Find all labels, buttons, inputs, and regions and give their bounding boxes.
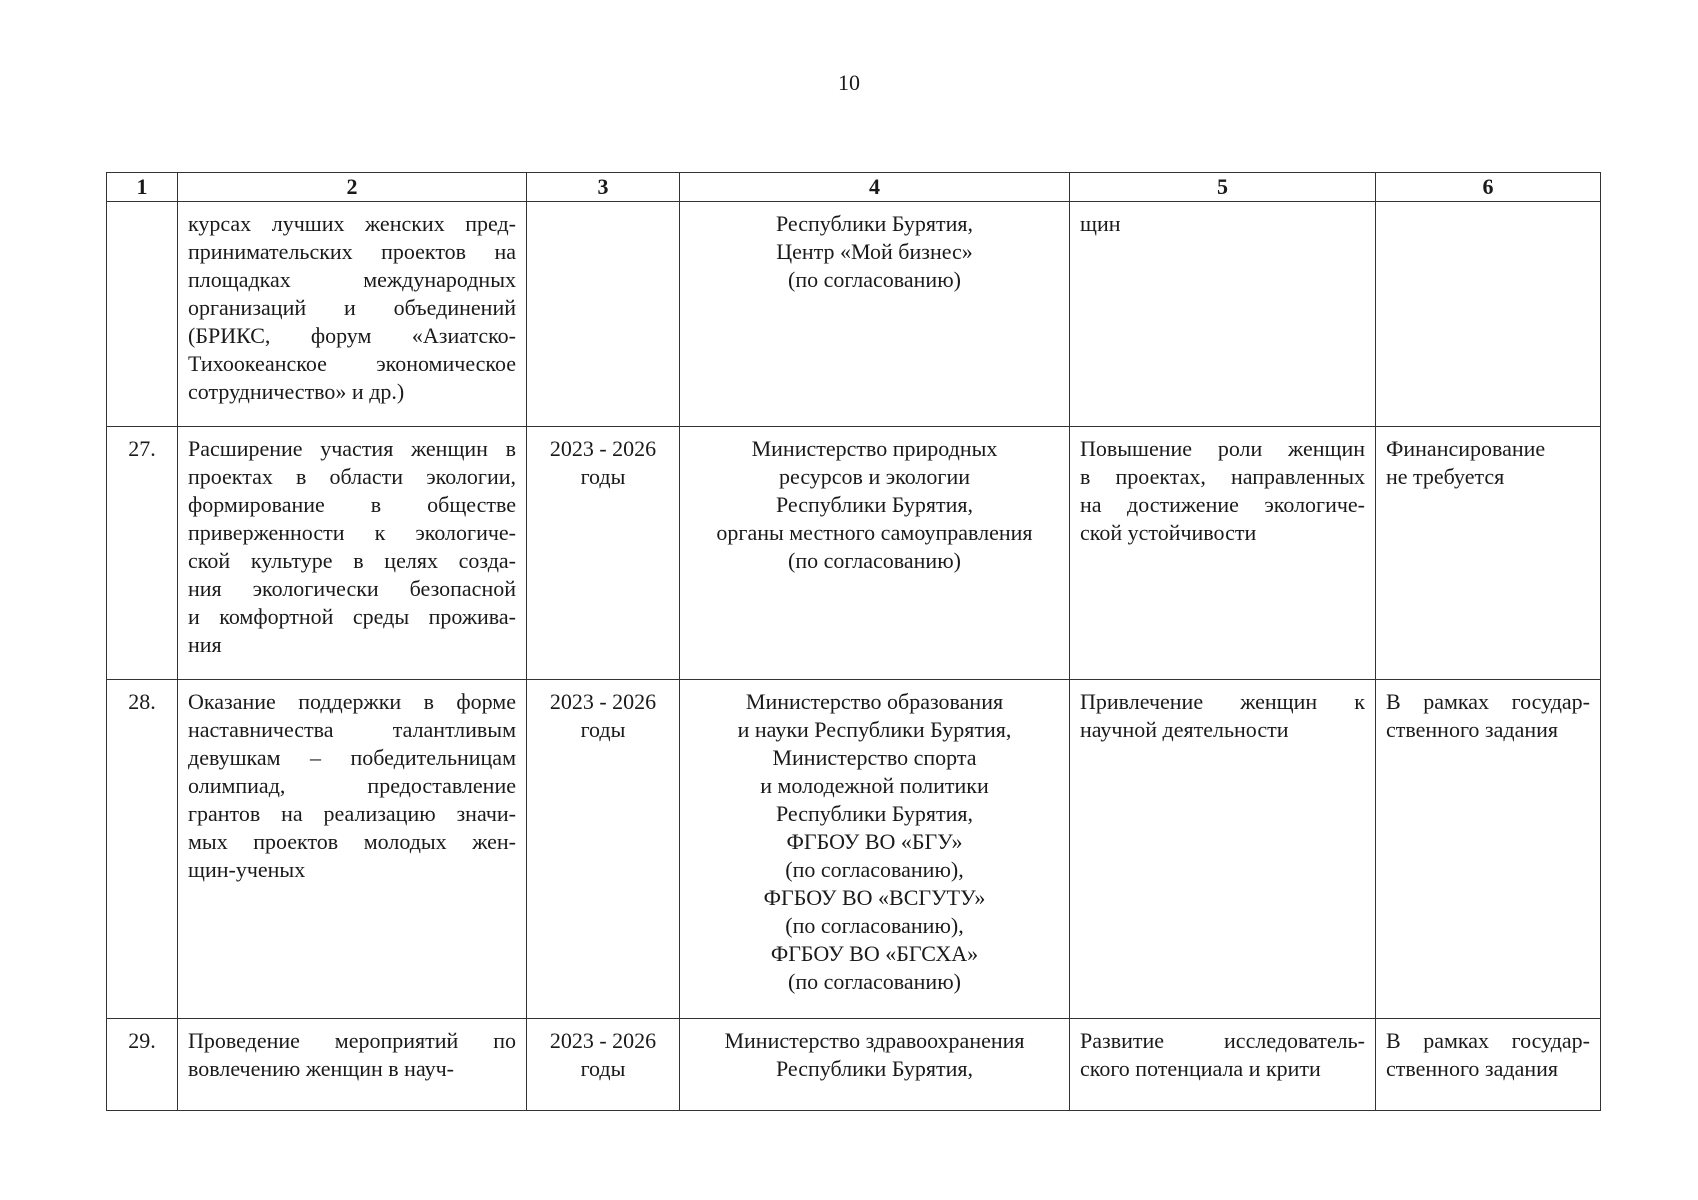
cell-text-line: В рамках государ- xyxy=(1386,1028,1590,1053)
responsible-executors-cell xyxy=(680,427,1070,680)
cell-text-line: мых проектов молодых жен- xyxy=(188,829,516,854)
cell-text-line: (по согласованию), xyxy=(785,913,964,938)
cell-text-line: площадках международных xyxy=(188,267,516,292)
implementation-period-cell xyxy=(527,680,680,1019)
cell-text-line: Министерство спорта xyxy=(772,745,977,770)
measure-description-cell xyxy=(178,202,527,427)
financing-cell xyxy=(1376,202,1601,427)
table-header-row xyxy=(107,173,1601,202)
cell-text-line: щин xyxy=(1080,211,1121,236)
cell-text-line: ственного задания xyxy=(1386,1056,1559,1081)
cell-text-line: Привлечение женщин к xyxy=(1080,689,1365,714)
column-header: 1 xyxy=(107,173,178,202)
cell-text-line: Тихоокеанское экономическое xyxy=(188,351,516,376)
cell-text-line: Центр «Мой бизнес» xyxy=(776,239,973,264)
cell-text-line: Финансирование xyxy=(1386,436,1546,461)
cell-text-line: Республики Бурятия, xyxy=(775,211,974,236)
cell-text-line: 29. xyxy=(128,1028,156,1053)
implementation-period-cell xyxy=(527,1019,680,1111)
cell-text-line: сотрудничество» и др.) xyxy=(188,379,405,404)
cell-text-line: ского потенциала и крити xyxy=(1080,1056,1321,1081)
row-number-cell xyxy=(107,202,178,427)
column-header: 5 xyxy=(1070,173,1376,202)
cell-text-line: (по согласованию) xyxy=(788,267,961,292)
measures-table xyxy=(106,172,1601,1111)
cell-text-line: организаций и объединений xyxy=(188,295,516,320)
cell-text-line: наставничества талантливым xyxy=(188,717,516,742)
cell-text-line: Министерство здравоохранения xyxy=(724,1028,1025,1053)
column-header: 3 xyxy=(527,173,680,202)
cell-text-line: 2023 - 2026 xyxy=(549,436,657,461)
cell-text-line: 27. xyxy=(128,436,156,461)
cell-text-line: Расширение участия женщин в xyxy=(188,436,516,461)
cell-text-line: олимпиад, предоставление xyxy=(188,773,516,798)
implementation-period-cell xyxy=(527,427,680,680)
cell-text-line: на достижение экологиче- xyxy=(1080,492,1365,517)
cell-text-line: ской культуре в целях созда- xyxy=(188,548,516,573)
cell-text-line: формирование в обществе xyxy=(188,492,516,517)
responsible-executors-cell xyxy=(680,1019,1070,1111)
cell-text-line: проектах в области экологии, xyxy=(188,464,516,489)
implementation-period-cell xyxy=(527,202,680,427)
measure-description-cell xyxy=(178,427,527,680)
cell-text-line: ФГБОУ ВО «ВСГУТУ» xyxy=(763,885,986,910)
cell-text-line: (по согласованию) xyxy=(788,969,961,994)
cell-text-line: Министерство природных xyxy=(751,436,998,461)
cell-text-line: ФГБОУ ВО «БГУ» xyxy=(786,829,963,854)
cell-text-line: щин-ученых xyxy=(188,857,306,882)
expected-result-cell xyxy=(1070,202,1376,427)
column-header: 2 xyxy=(178,173,527,202)
cell-text-line: 2023 - 2026 xyxy=(549,1028,657,1053)
expected-result-cell xyxy=(1070,1019,1376,1111)
cell-text-line: (БРИКС, форум «Азиатско- xyxy=(188,323,516,348)
cell-text-line: 2023 - 2026 xyxy=(549,689,657,714)
cell-text-line: 28. xyxy=(128,689,156,714)
table-row xyxy=(107,680,1601,1019)
cell-text-line: ФГБОУ ВО «БГСХА» xyxy=(770,941,979,966)
cell-text-line: грантов на реализацию значи- xyxy=(188,801,516,826)
cell-text-line: приверженности к экологиче- xyxy=(188,520,516,545)
cell-text-line: годы xyxy=(580,717,626,742)
column-header: 6 xyxy=(1376,173,1601,202)
cell-text-line: в проектах, направленных xyxy=(1080,464,1365,489)
cell-text-line: ния xyxy=(188,632,222,657)
cell-text-line: Повышение роли женщин xyxy=(1080,436,1365,461)
cell-text-line: ственного задания xyxy=(1386,717,1559,742)
financing-cell xyxy=(1376,680,1601,1019)
cell-text-line: (по согласованию), xyxy=(785,857,964,882)
financing-cell xyxy=(1376,427,1601,680)
table-row xyxy=(107,427,1601,680)
cell-text-line: вовлечению женщин в науч- xyxy=(188,1056,454,1081)
cell-text-line: годы xyxy=(580,1056,626,1081)
expected-result-cell xyxy=(1070,427,1376,680)
page-number: 10 xyxy=(838,70,860,95)
expected-result-cell xyxy=(1070,680,1376,1019)
measure-description-cell xyxy=(178,1019,527,1111)
cell-text-line: и комфортной среды прожива- xyxy=(188,604,516,629)
row-number-cell xyxy=(107,680,178,1019)
cell-text-line: годы xyxy=(580,464,626,489)
financing-cell xyxy=(1376,1019,1601,1111)
cell-text-line: принимательских проектов на xyxy=(188,239,516,264)
cell-text-line: научной деятельности xyxy=(1080,717,1289,742)
cell-text-line: девушкам – победительницам xyxy=(188,745,516,770)
cell-text-line: Республики Бурятия, xyxy=(775,492,974,517)
cell-text-line: ресурсов и экологии xyxy=(779,464,970,489)
cell-text-line: В рамках государ- xyxy=(1386,689,1590,714)
cell-text-line: и молодежной политики xyxy=(760,773,989,798)
cell-text-line: Проведение мероприятий по xyxy=(188,1028,516,1053)
cell-text-line: (по согласованию) xyxy=(788,548,961,573)
cell-text-line: Министерство образования xyxy=(745,689,1004,714)
table-row xyxy=(107,1019,1601,1111)
cell-text-line: ния экологически безопасной xyxy=(188,576,516,601)
table-row xyxy=(107,202,1601,427)
cell-text-line: Оказание поддержки в форме xyxy=(188,689,516,714)
responsible-executors-cell xyxy=(680,680,1070,1019)
row-number-cell xyxy=(107,1019,178,1111)
cell-text-line: Развитие исследователь- xyxy=(1080,1028,1365,1053)
cell-text-line: органы местного самоуправления xyxy=(716,520,1033,545)
cell-text-line: Республики Бурятия, xyxy=(775,1056,974,1081)
column-header: 4 xyxy=(680,173,1070,202)
cell-text-line: не требуется xyxy=(1386,464,1505,489)
cell-text-line: ской устойчивости xyxy=(1080,520,1257,545)
row-number-cell xyxy=(107,427,178,680)
cell-text-line: Республики Бурятия, xyxy=(775,801,974,826)
responsible-executors-cell xyxy=(680,202,1070,427)
cell-text-line: и науки Республики Бурятия, xyxy=(737,717,1012,742)
cell-text-line: курсах лучших женских пред- xyxy=(188,211,516,236)
measure-description-cell xyxy=(178,680,527,1019)
